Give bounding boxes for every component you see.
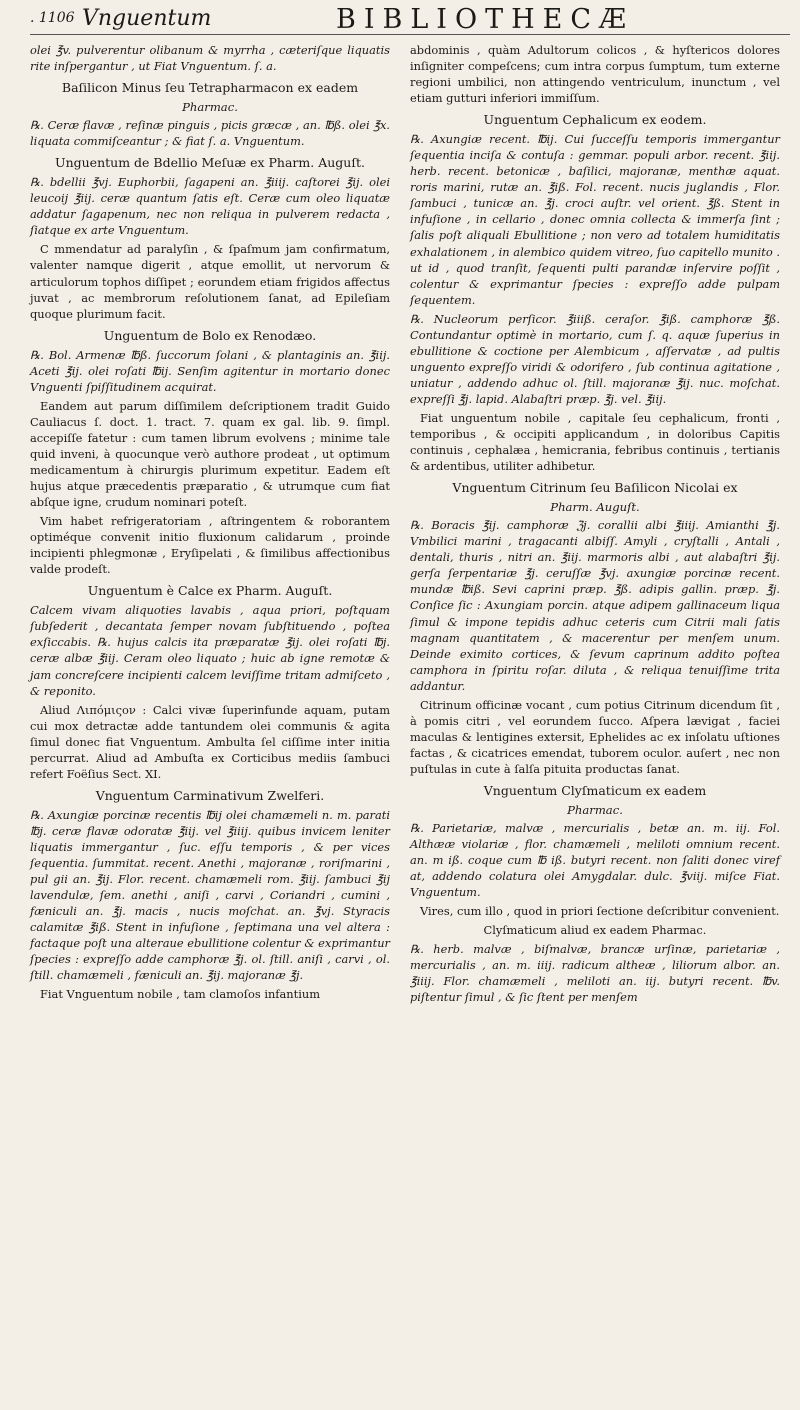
recipe-text: ℞. Boracis ℥ij. camphoræ ℨj. corallii albi ℥iiij. Amianthi ℥j. Vmbilici marini , tragacanti albiſſ. Amyli , cryſtalli , Antali , dentali, thuris , nitri an. ℥iij. marmoris albi , aut alabaſtri ℥ij. gerſa ſerpentariæ ℥j. ceruſſæ ℥vj. axungiæ porcinæ recent. mundæ ℔iß. Sevi caprini præp. ℥ß. adipis gallin. præp. ℥j. Conſice ſic : Axungiam porcin. atque adipem gallinaceum liqua ſimul & impone tepidis adhuc ceteris cum Citrii mali ſatis magnam quantitatem , & macerentur per menſem unum. Deinde eximito cortices, & ſevum caprinum addito poſtea camphora in ſpiritu roſar. diluta , & reliqua tenuiſſime trita addantur. <box>410 518 780 693</box>
commentary-text: Vim habet refrigeratoriam , aſtringentem & roborantem optiméque convenit initio fluxionum calidarum , proinde incipienti phlegmonæ , Eryſipelati , & ſimilibus affectionibus valde prodeſt. <box>30 514 390 577</box>
section-title: Vnguentum Carminativum Zwelferi. <box>95 787 325 803</box>
recipe-text: ℞. herb. malvæ , biſmalvæ, brancæ urſinæ, parietariæ , mercurialis , an. m. iiij. radicum altheæ , liliorum albor. an. ℥iiij. Flor. chamæmeli , meliloti an. iij. butyri recent. ℔v. piſtentur ſimul , & ſic ſtent per menſem <box>410 942 780 1005</box>
commentary-text: Citrinum officinæ vocant , cum potius Citrinum dicendum ſit , à pomis citri , vel eorundem ſucco. Aſpera lævigat , faciei maculas & lentigines extersit, Ephelides ac ex inſolatu uſtiones factas , & cicatrices emendat, tuborem oculor. auſert , nec non puſtulas in cute à ſalſa pituita productas ſanat. <box>410 697 780 776</box>
running-word: Vnguentum <box>82 6 212 31</box>
running-header <box>30 4 790 35</box>
recipe-text: ℞. Ceræ flavæ , reſinæ pinguis , picis græcæ , an. ℔ß. olei ℥x. liquata commiſceantur ; & fiat ſ. a. Vnguentum. <box>30 118 390 149</box>
right-column <box>410 42 780 1009</box>
commentary-text: Aliud Λιπόμιςον : Calci vivæ ſuperinfunde aquam, putam cui mox detractæ adde tantundem olei communis & agita ſimul donec fiat Vnguentum. Ambulta ſel ciſſime inter initia percurrat. Aliud ad Ambuſta ex Corticibus mediis ſambuci refert Foëſius Sect. XI. <box>30 702 390 781</box>
recipe-text: ℞. Axungiæ recent. ℔ij. Cui ſucceſſu temporis immergantur ſequentia inciſa & contuſa : gemmar. populi arbor. recent. ℥iij. herb. recent. betonicæ , baſilici, majoranæ, menthæ aquat. roris marini, rutæ an. ℥iß. Fol. recent. nucis juglandis , Flor. ſambuci , tunicæ an. ℥j. croci auſtr. vel orient. ℥ß. Stent in infuſione , in cellario , donec omnia collecta & immerſa ſint ; ſalis poſt aliquali Ebullitione ; non vero ad totalem humiditatis exhalationem , in alembico quidem vitreo, ſuo capitello munito . ut id , quod tranſit, ſequenti pulti parandæ inſervire poſſit , colentur & exprimantur ſpecies : expreſſo adde pulpam ſequentem. <box>410 132 780 307</box>
section-title: Unguentum de Bolo ex Renodæo. <box>103 327 317 343</box>
recipe-text: ℞. Nucleorum perſicor. ℥iiiß. ceraſor. ℥iß. camphoræ ℥ß. Contundantur optimè in mortario, cum ſ. q. aquæ ſuperius in ebullitione & coctione per Alembicum , aſſervatæ , ad pultis unguento expreſſo viridi & odorifero , ſub continua agitatione , uniatur , addendo adhuc ol. ſtill. majoranæ ℥ij. nuc. moſchat. expreſſi ℥j. lapid. Alabaſtri præp. ℥j. vel. ℥iij. <box>410 311 780 406</box>
commentary-text: C mmendatur ad paralyſin , & ſpaſmum jam confirmatum, valenter namque digerit , atque emollit, ut nervorum & articulorum tophos diſſipet ; eorundem etiam frigidos affectus juvat , ac membrorum reſolutionem ſanat, ad Epileſiam quoque plurimum facit. <box>30 242 390 321</box>
section-title: Baſilicon Minus ſeu Tetrapharmacon ex eadem <box>61 80 359 96</box>
commentary-text: Eandem aut parum diſſimilem deſcriptionem tradit Guido Cauliacus ſ. doct. 1. tract. 7. quam ex gal. lib. 9. ſimpl. accepiſſe fatetur : cum tamen librum evolvens ; minime tale quid inveni, à quocunque verò authore prodeat , ut optimum medicamentum à chirurgis plurimum expetitur. Eadem eſt hujus atque præcedentis præparatio , & utrumque cum fiat abſque igne, crudum nominari poteſt. <box>30 398 390 510</box>
continued-text: olei ℥v. pulverentur olibanum & myrrha , cæteriſque liquatis rite inſpergantur , ut Fiat Vnguentum. ſ. a. <box>30 43 390 74</box>
commentary-text: Fiat unguentum nobile , capitale ſeu cephalicum, fronti , temporibus , & occipiti applicandum , in doloribus Capitis continuis , cephalæa , hemicrania, febribus continuis , tertianis & ardentibus, utiliter adhibetur. <box>410 410 780 474</box>
recipe-text: ℞. Bol. Armenæ ℔ß. ſuccorum ſolani , & plantaginis an. ℥iij. Aceti ℥ij. olei roſati ℔ij. Senſim agitentur in mortario donec Vnguenti ſpiſſitudinem acquirat. <box>30 347 390 394</box>
recipe-text: ℞. bdellii ℥vj. Euphorbii, ſagapeni an. ℥iiij. caſtorei ℥ij. olei leucoij ℥iij. ceræ quantum ſatis eſt. Ceræ cum oleo liquatæ addatur ſagapenum, nec non reliqua in pulverem redacta , ſiatque ex arte Vnguentum. <box>30 175 390 238</box>
section-source: Pharmac. <box>567 802 623 817</box>
left-column <box>30 42 390 1005</box>
subsection-heading: Clyſmaticum aliud ex eadem Pharmac. <box>483 923 707 938</box>
section-title: Unguentum è Calce ex Pharm. Auguſt. <box>87 583 333 599</box>
commentary-text: Vires, cum illo , quod in priori ſectione deſcribitur convenient. <box>420 904 780 919</box>
page-number: . 1106 <box>30 10 75 26</box>
recipe-text: Calcem vivam aliquoties lavabis , aqua priori, poſtquam ſubſederit , decantata ſemper novam ſubſtituendo , poſtea exſiccabis. ℞. hujus calcis ita præparatæ ℥ij. olei roſati ℔j. ceræ albæ ℥iij. Ceram oleo liquato ; huic ab igne remotæ & jam concreſcere incipienti calcem leviſſime tritam admiſceto , & reponito. <box>30 603 390 698</box>
section-title: Unguentum de Bdellio Meſuæ ex Pharm. Auguſt. <box>55 155 365 171</box>
recipe-text: ℞. Axungiæ porcinæ recentis ℔ij olei chamæmeli n. m. parati ℔j. ceræ flavæ odoratæ ℥iij. vel ℥iiij. quibus invicem leniter liquatis immergantur , ſuc. eſſu temporis , & per vices ſequentia. ſummitat. recent. Anethi , majoranæ , roriſmarini , pul gii an. ℥ij. Flor. recent. chamæmeli rom. ℥iij. ſambuci ℥ij lavendulæ, ſem. anethi , aniſi , carvi , Coriandri , cumini , fæniculi an. ℥j. macis , nucis moſchat. an. ℥vj. Styracis calamitæ ℥iß. Stent in infuſione , ſeptimana una vel altera : factaque poſt una alteraue ebullitione colentur & exprimantur ſpecies : expreſſo adde camphoræ ℥j. ol. ſtill. aniſi , carvi , ol. ſtill. chamæmeli , fæniculi an. ℥ij. majoranæ ℥j. <box>30 807 390 983</box>
section-source: Pharm. Auguſt. <box>550 500 640 515</box>
continued-text: abdominis , quàm Adultorum colicos , & hyſtericos dolores inſigniter compeſcens; cum intra corpus ſumptum, tum externe regioni umbilici, non attingendo ventriculum, inunctum , vel etiam gutturi inferiori immiſſum. <box>410 43 780 106</box>
section-source: Pharmac. <box>182 100 238 115</box>
section-title: Vnguentum Citrinum ſeu Baſilicon Nicolai ex <box>452 480 738 496</box>
section-title: Unguentum Cephalicum ex eodem. <box>483 112 707 128</box>
recipe-text: ℞. Parietariæ, malvæ , mercurialis , betæ an. m. iij. Fol. Althææ violariæ , flor. chamæmeli , meliloti omnium recent. an. m iß. coque cum ℔ iß. butyri recent. non ſaliti donec viref at, addendo colatura olei Amygdalar. dulc. ℥viij. miſce Fiat. Vnguentum. <box>410 821 780 900</box>
commentary-text: Fiat Vnguentum nobile , tam clamoſos infantium <box>40 987 320 1002</box>
section-title: Vnguentum Clyſmaticum ex eadem <box>483 782 707 798</box>
running-title: BIBLIOTHECÆ <box>336 4 635 35</box>
